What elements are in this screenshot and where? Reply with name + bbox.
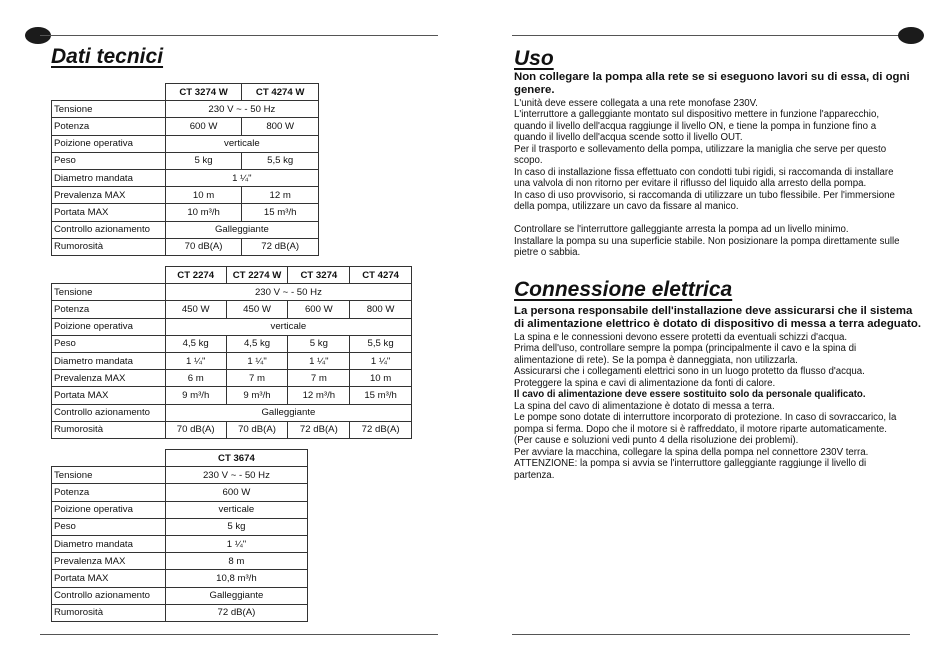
row-label-poizione-operativa: Poizione operativa <box>52 501 166 518</box>
table-row <box>52 284 412 301</box>
table-corner <box>52 450 166 467</box>
row-value: 9 m³/h <box>226 387 288 404</box>
text-line: La spina e le connessioni devono essere protetti da eventuali schizzi d'acqua. <box>514 331 848 343</box>
table-row <box>52 553 308 570</box>
page-corner-mark-right <box>898 27 924 44</box>
row-value: 10 m³/h <box>165 204 242 221</box>
text-line: Assicurarsi che i collegamenti elettrici sono in un luogo protetto da flusso d'acqua. <box>514 366 865 378</box>
table-row <box>52 570 308 587</box>
row-value: verticale <box>165 501 307 518</box>
row-value: 600 W <box>165 118 242 135</box>
spec-table-1 <box>51 83 319 256</box>
text-line: quando il livello dell'acqua scende sotto il livello OUT. <box>514 132 743 144</box>
table-header-row <box>52 84 319 101</box>
row-value: 1 ¼" <box>165 169 318 186</box>
table-row <box>52 101 319 118</box>
table-row <box>52 221 319 238</box>
row-value: 1 ¼" <box>165 535 307 552</box>
row-value: 800 W <box>350 301 412 318</box>
row-value: 230 V ~ - 50 Hz <box>165 284 411 301</box>
row-value: 6 m <box>165 370 226 387</box>
connessione-paragraph-2 <box>514 401 924 482</box>
model-header-ct-4274: CT 4274 <box>350 267 412 284</box>
row-label-prevalenza-max: Prevalenza MAX <box>52 553 166 570</box>
text-line: scopo. <box>514 155 543 167</box>
row-value: 1 ¼" <box>165 352 226 369</box>
row-value: 5,5 kg <box>350 335 412 352</box>
section-title-uso: Uso <box>514 47 554 70</box>
table-corner <box>52 267 166 284</box>
row-value: 10 m <box>350 370 412 387</box>
row-value: 10 m <box>165 187 242 204</box>
row-value: 70 dB(A) <box>165 421 226 438</box>
row-label-poizione-operativa: Poizione operativa <box>52 318 166 335</box>
table-row <box>52 421 412 438</box>
row-label-potenza: Potenza <box>52 484 166 501</box>
row-label-controllo-azionamento: Controllo azionamento <box>52 221 166 238</box>
row-value: 72 dB(A) <box>165 604 307 621</box>
row-label-diametro-mandata: Diametro mandata <box>52 169 166 186</box>
connessione-bold-warning: Il cavo di alimentazione deve essere sostituito solo da personale qualificato. <box>514 389 866 401</box>
table-row <box>52 335 412 352</box>
text-line: alimentazione di rete). Se la pompa è danneggiata, non utilizzarla. <box>514 354 798 366</box>
row-value: 600 W <box>165 484 307 501</box>
row-value: 5 kg <box>288 335 350 352</box>
row-label-portata-max: Portata MAX <box>52 204 166 221</box>
row-value: 450 W <box>165 301 226 318</box>
row-value: 7 m <box>226 370 288 387</box>
row-value: 230 V ~ - 50 Hz <box>165 101 318 118</box>
row-value: 600 W <box>288 301 350 318</box>
row-label-tensione: Tensione <box>52 284 166 301</box>
row-value: 9 m³/h <box>165 387 226 404</box>
row-value: 4,5 kg <box>226 335 288 352</box>
row-value: Galleggiante <box>165 404 411 421</box>
row-value: 4,5 kg <box>165 335 226 352</box>
table-row <box>52 404 412 421</box>
row-label-rumorosit: Rumorosità <box>52 238 166 255</box>
table-row <box>52 370 412 387</box>
text-line: L'unità deve essere collegata a una rete monofase 230V. <box>514 97 758 109</box>
text-line: Controllare se l'interruttore galleggiante arresta la pompa ad un livello minimo. <box>514 224 849 236</box>
row-label-controllo-azionamento: Controllo azionamento <box>52 587 166 604</box>
table-row <box>52 587 308 604</box>
model-header-ct-3274-w: CT 3274 W <box>165 84 242 101</box>
row-label-peso: Peso <box>52 335 166 352</box>
table-row <box>52 535 308 552</box>
row-label-peso: Peso <box>52 518 166 535</box>
table-row <box>52 238 319 255</box>
table-row <box>52 484 308 501</box>
row-value: 230 V ~ - 50 Hz <box>165 467 307 484</box>
row-value: 1 ¼" <box>226 352 288 369</box>
text-line: ATTENZIONE: la pompa si avvia se l'interruttore galleggiante raggiunge il livello di <box>514 458 867 470</box>
text-line: della pompa, utilizzare un cavo da fissare al manico. <box>514 201 739 213</box>
row-label-controllo-azionamento: Controllo azionamento <box>52 404 166 421</box>
table-row <box>52 152 319 169</box>
row-label-potenza: Potenza <box>52 301 166 318</box>
row-value: Galleggiante <box>165 587 307 604</box>
row-value: 5 kg <box>165 152 242 169</box>
bottom-rule-right <box>512 634 910 635</box>
model-header-ct-2274: CT 2274 <box>165 267 226 284</box>
spec-table-3 <box>51 449 308 622</box>
text-line: Per il trasporto e sollevamento della pompa, utilizzare la maniglia che serve per questo <box>514 143 887 155</box>
text-line: quando il livello dell'acqua raggiunge il livello ON, e tiene la pompa in funzione fino a <box>514 120 877 132</box>
row-label-potenza: Potenza <box>52 118 166 135</box>
table-corner <box>52 84 166 101</box>
table-row <box>52 467 308 484</box>
row-value: 70 dB(A) <box>226 421 288 438</box>
text-line: Installare la pompa su una superficie stabile. Non posizionare la pompa direttamente sulle <box>514 235 900 247</box>
text-line: pietre o sabbia. <box>514 247 581 259</box>
row-label-rumorosit: Rumorosità <box>52 604 166 621</box>
spec-table-2 <box>51 266 412 439</box>
row-value: 450 W <box>226 301 288 318</box>
row-value: 1 ¼" <box>350 352 412 369</box>
connessione-lead-warning: La persona responsabile dell'installazione deve assicurarsi che il sistema di alimentazione elettrico è dotato di dispositivo di messa a terra adeguato. <box>514 305 921 331</box>
uso-lead-warning: Non collegare la pompa alla rete se si eseguono lavori su di essa, di ogni genere. <box>514 71 910 97</box>
row-value: 5 kg <box>165 518 307 535</box>
row-value: 800 W <box>242 118 319 135</box>
text-line: partenza. <box>514 469 555 481</box>
table-header-row <box>52 450 308 467</box>
row-label-diametro-mandata: Diametro mandata <box>52 535 166 552</box>
row-label-diametro-mandata: Diametro mandata <box>52 352 166 369</box>
text-line: In caso di installazione fissa effettuato con condotti tubi rigidi, si raccomanda di installare <box>514 166 894 178</box>
section-title-connessione-elettrica: Connessione elettrica <box>514 278 733 301</box>
text-line: In caso di uso provvisorio, si raccomanda di utilizzare un tubo flessibile. Per l'immersione <box>514 189 895 201</box>
uso-paragraph <box>514 98 924 213</box>
row-label-tensione: Tensione <box>52 101 166 118</box>
table-row <box>52 518 308 535</box>
table-row <box>52 501 308 518</box>
table-row <box>52 301 412 318</box>
text-line: una valvola di non ritorno per evitare il riflusso del liquido alla arresto della pompa. <box>514 178 867 190</box>
text-line: Per avviare la macchina, collegare la spina della pompa nel connettore 230V terra. <box>514 446 869 458</box>
row-value: verticale <box>165 318 411 335</box>
page-title-dati-tecnici: Dati tecnici <box>51 45 164 68</box>
row-value: verticale <box>165 135 318 152</box>
row-label-poizione-operativa: Poizione operativa <box>52 135 166 152</box>
row-value: 72 dB(A) <box>242 238 319 255</box>
row-label-prevalenza-max: Prevalenza MAX <box>52 370 166 387</box>
row-label-peso: Peso <box>52 152 166 169</box>
row-value: 7 m <box>288 370 350 387</box>
row-value: 12 m³/h <box>288 387 350 404</box>
top-rule-right <box>512 35 908 36</box>
row-label-tensione: Tensione <box>52 467 166 484</box>
row-label-portata-max: Portata MAX <box>52 570 166 587</box>
top-rule-left <box>40 35 438 36</box>
table-row <box>52 135 319 152</box>
model-header-ct-4274-w: CT 4274 W <box>242 84 319 101</box>
row-value: 15 m³/h <box>350 387 412 404</box>
table-header-row <box>52 267 412 284</box>
row-value: 8 m <box>165 553 307 570</box>
model-header-ct-3674: CT 3674 <box>165 450 307 467</box>
uso-paragraph-2 <box>514 224 924 259</box>
row-value: Galleggiante <box>165 221 318 238</box>
row-value: 72 dB(A) <box>350 421 412 438</box>
row-label-rumorosit: Rumorosità <box>52 421 166 438</box>
row-value: 5,5 kg <box>242 152 319 169</box>
row-value: 70 dB(A) <box>165 238 242 255</box>
table-row <box>52 387 412 404</box>
table-row <box>52 118 319 135</box>
text-line: pompa si ferma. Dopo che il motore si è raffreddato, il motore riparte automaticamente. <box>514 423 887 435</box>
text-line: Proteggere la spina e cavi di alimentazione da fonti di calore. <box>514 377 776 389</box>
model-header-ct-3274: CT 3274 <box>288 267 350 284</box>
connessione-paragraph <box>514 332 924 390</box>
text-line: (Per cause e soluzioni vedi punto 4 della risoluzione dei problemi). <box>514 435 799 447</box>
row-label-portata-max: Portata MAX <box>52 387 166 404</box>
table-row <box>52 604 308 621</box>
table-row <box>52 169 319 186</box>
row-value: 10,8 m³/h <box>165 570 307 587</box>
row-value: 72 dB(A) <box>288 421 350 438</box>
text-line: Prima dell'uso, controllare sempre la pompa (principalmente il cavo e la spina di <box>514 343 857 355</box>
table-row <box>52 352 412 369</box>
text-line: Le pompe sono dotate di interruttore incorporato di protezione. In caso di sovraccarico, la <box>514 412 897 424</box>
uso-body <box>514 71 924 259</box>
row-label-prevalenza-max: Prevalenza MAX <box>52 187 166 204</box>
table-row <box>52 204 319 221</box>
text-line: L'interruttore a galleggiante montato sul dispositivo mettere in funzione l'apparecchio, <box>514 109 880 121</box>
model-header-ct-2274-w: CT 2274 W <box>226 267 288 284</box>
table-row <box>52 187 319 204</box>
row-value: 1 ¼" <box>288 352 350 369</box>
table-row <box>52 318 412 335</box>
text-line: La spina del cavo di alimentazione è dotato di messa a terra. <box>514 400 775 412</box>
row-value: 15 m³/h <box>242 204 319 221</box>
connessione-body <box>514 305 924 481</box>
bottom-rule-left <box>40 634 438 635</box>
row-value: 12 m <box>242 187 319 204</box>
